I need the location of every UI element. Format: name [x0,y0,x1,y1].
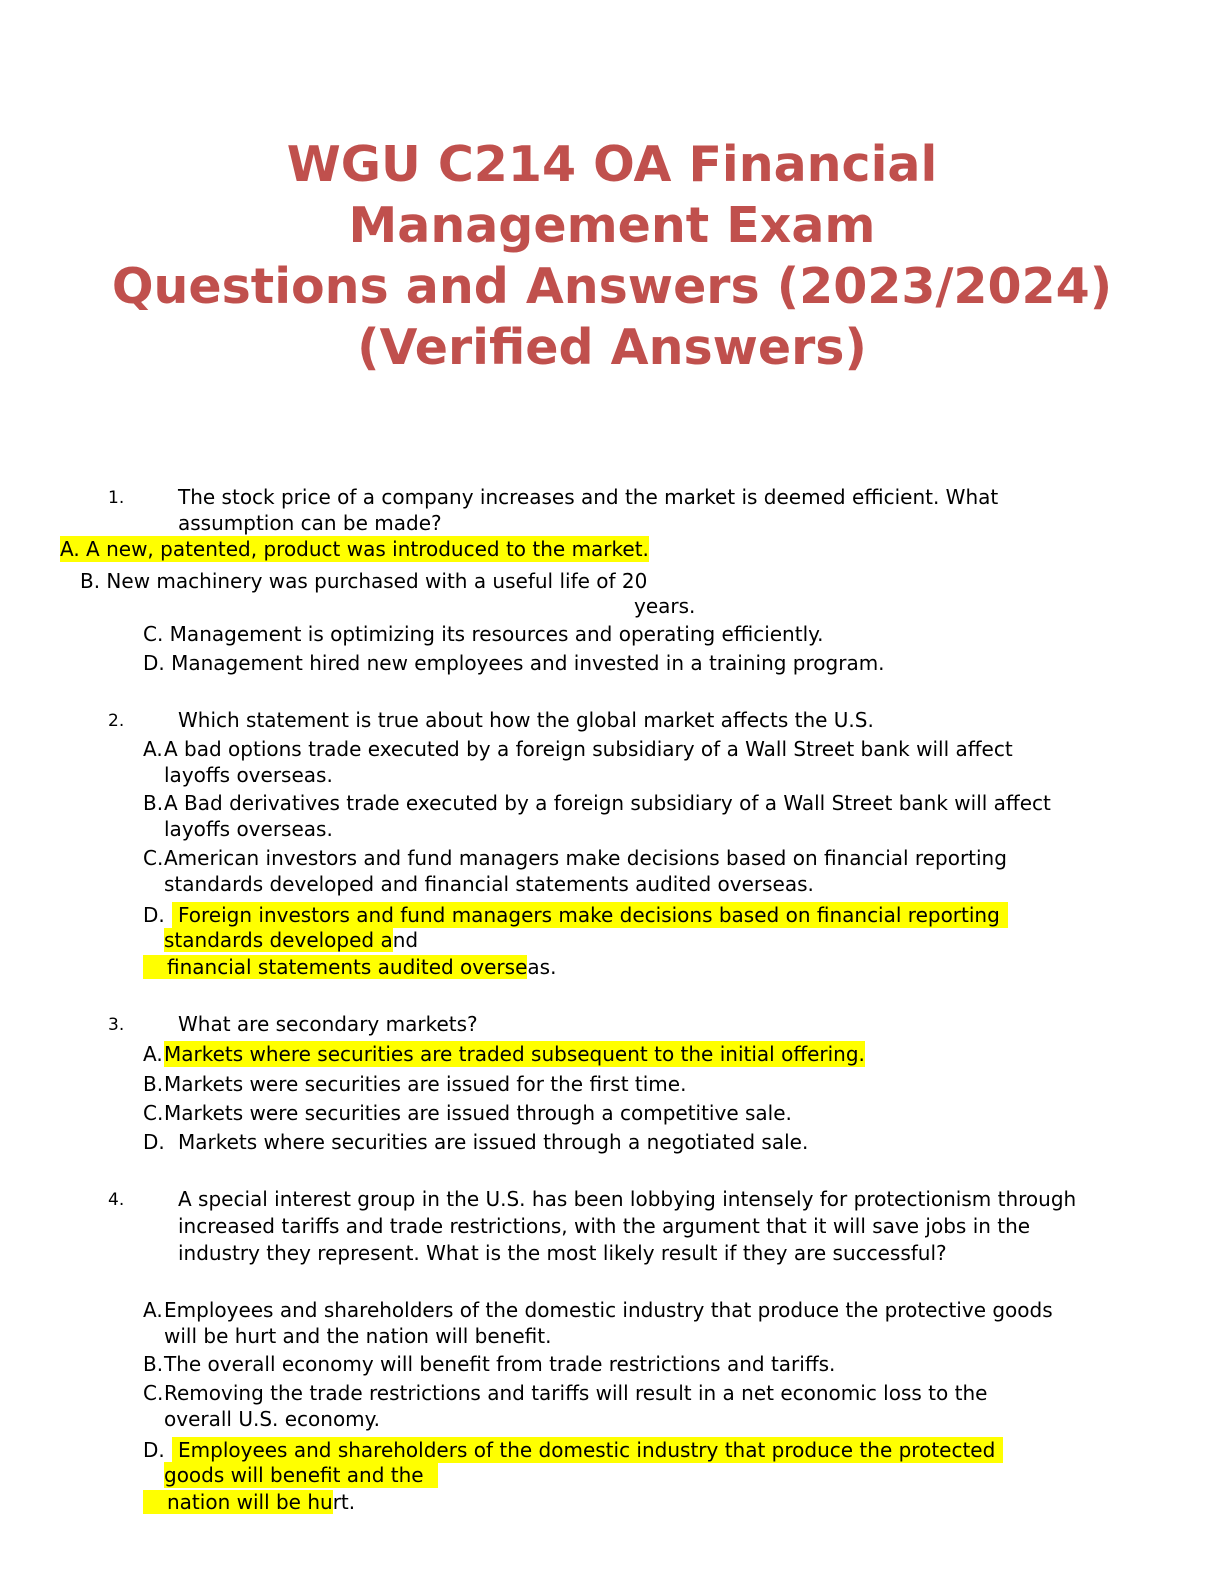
question-2-option-d-line-3-answer: financial statements audited overse [143,955,527,979]
question-1-option-c: C. Management is optimizing its resources and operating efficiently. [143,622,824,646]
question-2-option-d-line-3-tail: as. [527,955,557,979]
question-1-option-a-answer: A. A new, patented, product was introduced to the market. [60,537,649,561]
question-2-option-d-line-2 [164,927,418,953]
question-4-option-d-line-3-answer: nation will be hu [143,1490,333,1514]
question-4-text-line-1: A special interest group in the U.S. has been lobbying intensely for protectionism through [178,1187,1077,1211]
question-2-option-d-line-2-tail: nd [392,928,419,952]
question-3-option-b: Markets were securities are issued for the first time. [164,1072,687,1096]
question-2-option-c-letter: C. [143,846,164,870]
question-2-option-a-letter: A. [143,737,163,761]
question-4-option-b-letter: B. [143,1352,164,1376]
question-2-option-d-line-1-answer: Foreign investors and fund managers make decisions based on financial reporting [172,902,1008,928]
question-4-option-d-line-3-tail: rt. [332,1490,356,1514]
question-4-option-c-line-2: overall U.S. economy. [164,1407,381,1431]
document-title [0,134,1224,378]
question-3-option-d: Markets where securities are issued through a negotiated sale. [178,1130,809,1154]
question-1-option-d: D. Management hired new employees and invested in a training program. [143,651,885,675]
question-2-text: Which statement is true about how the global market affects the U.S. [178,708,874,732]
question-4-option-a-line-1: Employees and shareholders of the domestic industry that produce the protective goods [164,1298,1053,1322]
question-4-option-d-line-3 [143,1489,355,1515]
question-4-option-d-line-2-answer: goods will benefit and the [164,1462,438,1488]
question-4-option-b: The overall economy will benefit from trade restrictions and tariffs. [164,1352,836,1376]
question-3-option-c: Markets were securities are issued through a competitive sale. [164,1101,792,1125]
question-3-number: 3. [108,1015,125,1035]
question-2-option-a-line-1: A bad options trade executed by a foreign subsidiary of a Wall Street bank will affect [164,737,1013,761]
question-1-text-line-2: assumption can be made? [178,511,442,535]
question-2-option-d-letter: D. [143,903,165,927]
title-line-4: (Verified Answers) [357,319,867,376]
question-1-option-b-line-2: years. [634,594,696,618]
question-2-option-b-line-2: layoffs overseas. [164,817,333,841]
question-3-option-a-letter: A. [143,1042,163,1066]
question-1-number: 1. [108,488,125,508]
question-2-option-d-line-2-answer: standards developed a [164,928,393,952]
question-3-option-c-letter: C. [143,1101,164,1125]
question-4-option-a-letter: A. [143,1298,163,1322]
question-4-number: 4. [108,1190,125,1210]
question-3-option-b-letter: B. [143,1072,164,1096]
question-3-text: What are secondary markets? [178,1012,478,1036]
question-3-option-d-letter: D. [143,1130,165,1154]
question-1-text-line-1: The stock price of a company increases and the market is deemed efficient. What [178,485,999,509]
question-1-option-b-line-1: B. New machinery was purchased with a useful life of 20 [80,569,648,593]
title-line-1: WGU C214 OA Financial [286,136,938,193]
title-line-2: Management Exam [348,197,876,254]
question-4-text-line-2: increased tariffs and trade restrictions, with the argument that it will save jobs in the [178,1214,1031,1238]
question-2-option-b-line-1: A Bad derivatives trade executed by a foreign subsidiary of a Wall Street bank will affect [164,791,1051,815]
question-2-option-c-line-1: American investors and fund managers make decisions based on financial reporting [164,846,1007,870]
title-line-3: Questions and Answers (2023/2024) [111,258,1113,315]
question-4-option-d-line-1-answer: Employees and shareholders of the domestic industry that produce the protected [172,1437,1003,1463]
question-3-option-a-answer: Markets where securities are traded subsequent to the initial offering. [164,1042,865,1066]
question-2-option-a-line-2: layoffs overseas. [164,763,333,787]
question-2-number: 2. [108,711,125,731]
question-4-option-a-line-2: will be hurt and the nation will benefit. [164,1324,552,1348]
question-4-option-c-line-1: Removing the trade restrictions and tariffs will result in a net economic loss to the [164,1381,988,1405]
question-2-option-d-line-3 [143,954,556,980]
question-2-option-b-letter: B. [143,791,164,815]
question-4-option-c-letter: C. [143,1381,164,1405]
question-4-option-d-letter: D. [143,1438,165,1462]
question-2-option-c-line-2: standards developed and financial statements audited overseas. [164,872,814,896]
question-4-text-line-3: industry they represent. What is the most likely result if they are successful? [178,1241,947,1265]
